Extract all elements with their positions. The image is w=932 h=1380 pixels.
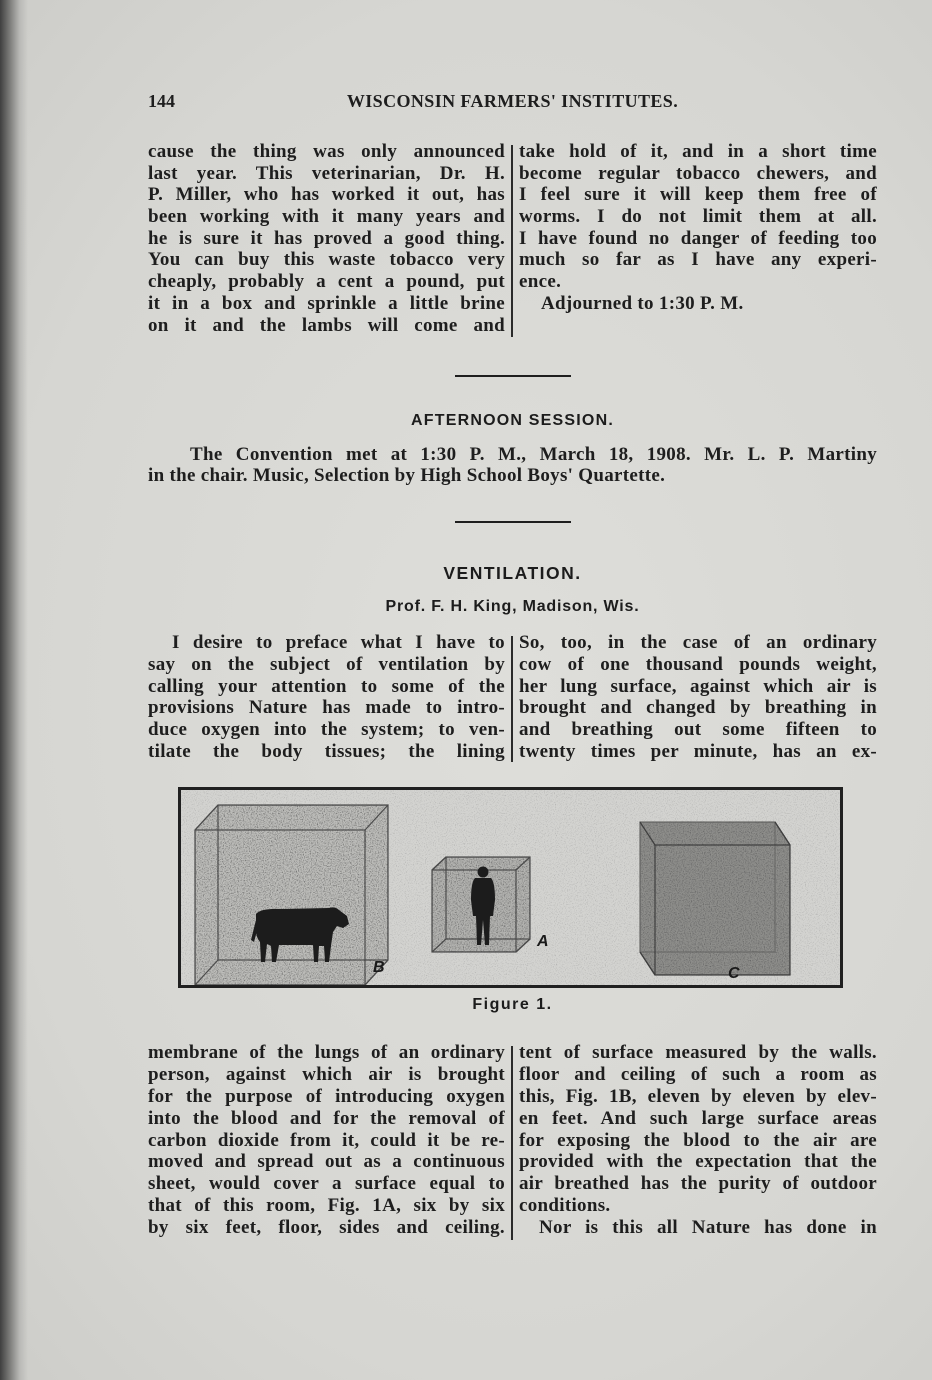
text-line: been working with it many years and bbox=[148, 206, 505, 228]
text-line: ence. bbox=[519, 271, 562, 293]
text-line: membrane of the lungs of an ordinary bbox=[148, 1042, 505, 1063]
figure-label-c: C bbox=[728, 965, 740, 982]
text-line: cheaply, probably a cent a pound, put bbox=[148, 271, 505, 293]
text-line: carbon dioxide from it, could it be re- bbox=[148, 1129, 505, 1151]
text-line: provisions Nature has made to intro- bbox=[148, 697, 505, 719]
text-line: become regular tobacco chewers, and bbox=[519, 162, 877, 184]
text-line: Adjourned to 1:30 P. M. bbox=[541, 292, 744, 314]
text-line: I desire to preface what I have to bbox=[172, 632, 505, 653]
text-line: last year. This veterinarian, Dr. H. bbox=[148, 162, 505, 184]
text-line: provided with the expectation that the bbox=[519, 1151, 877, 1173]
top-right-column bbox=[519, 141, 877, 315]
text-line: tilate the body tissues; the lining bbox=[148, 740, 505, 762]
article-left-column bbox=[148, 632, 505, 763]
text-line: take hold of it, and in a short time bbox=[519, 141, 877, 162]
section-rule bbox=[455, 521, 571, 523]
text-line: by six feet, floor, sides and ceiling. bbox=[148, 1217, 505, 1239]
text-line: brought and changed by breathing in bbox=[519, 697, 877, 719]
text-line: I feel sure it will keep them free of bbox=[519, 184, 877, 206]
text-line: for exposing the blood to the air are bbox=[519, 1129, 877, 1151]
figure-label-a: A bbox=[537, 933, 549, 950]
session-paragraph bbox=[148, 444, 877, 486]
column-divider bbox=[511, 1046, 513, 1240]
text-line: cause the thing was only announced bbox=[148, 141, 505, 162]
text-line: worms. I do not limit them at all. bbox=[519, 206, 877, 228]
figure-label-b: B bbox=[373, 959, 385, 976]
text-line: on it and the lambs will come and bbox=[148, 314, 505, 336]
text-line: air breathed has the purity of outdoor bbox=[519, 1173, 877, 1195]
text-line: calling your attention to some of the bbox=[148, 675, 505, 697]
article-title: VENTILATION. bbox=[443, 563, 582, 583]
text-line: The Convention met at 1:30 P. M., March 18, 1908. Mr. L. P. Martiny bbox=[190, 444, 877, 465]
book-binding-shadow bbox=[0, 0, 28, 1380]
text-line: it in a box and sprinkle a little brine bbox=[148, 292, 505, 314]
column-divider bbox=[511, 145, 513, 337]
text-line: P. Miller, who has worked it out, has bbox=[148, 184, 505, 206]
running-title: WISCONSIN FARMERS' INSTITUTES. bbox=[346, 91, 679, 111]
text-line: twenty times per minute, has an ex- bbox=[519, 740, 877, 762]
text-line: sheet, would cover a surface equal to bbox=[148, 1173, 505, 1195]
page-number: 144 bbox=[148, 91, 175, 111]
text-line: Nor is this all Nature has done in bbox=[539, 1217, 877, 1239]
text-line: her lung surface, against which air is bbox=[519, 675, 877, 697]
text-line: conditions. bbox=[519, 1195, 611, 1217]
bottom-right-column bbox=[519, 1042, 877, 1239]
bottom-left-column bbox=[148, 1042, 505, 1239]
article-right-column bbox=[519, 632, 877, 763]
text-line: into the blood and for the removal of bbox=[148, 1107, 505, 1129]
figure-1-frame bbox=[178, 787, 843, 988]
text-line: tent of surface measured by the walls. bbox=[519, 1042, 877, 1063]
top-left-column bbox=[148, 141, 505, 336]
section-rule bbox=[455, 375, 571, 377]
text-line: floor and ceiling of such a room as bbox=[519, 1063, 877, 1085]
cube-c bbox=[640, 822, 790, 975]
text-line: moved and spread out as a continuous bbox=[148, 1151, 505, 1173]
text-line: that of this room, Fig. 1A, six by six bbox=[148, 1195, 505, 1217]
text-line: this, Fig. 1B, eleven by eleven by elev- bbox=[519, 1085, 877, 1107]
column-divider bbox=[511, 636, 513, 762]
text-line: for the purpose of introducing oxygen bbox=[148, 1085, 505, 1107]
text-line: and breathing out some fifteen to bbox=[519, 719, 877, 741]
text-line: duce oxygen into the system; to ven- bbox=[148, 719, 505, 741]
text-line: person, against which air is brought bbox=[148, 1063, 505, 1085]
text-line: en feet. And such large surface areas bbox=[519, 1107, 877, 1129]
text-line: cow of one thousand pounds weight, bbox=[519, 653, 877, 675]
text-line: in the chair. Music, Selection by High School Boys' Quartette. bbox=[148, 465, 666, 486]
figure-1-illustration bbox=[181, 790, 840, 985]
figure-caption: Figure 1. bbox=[472, 996, 553, 1013]
text-line: much so far as I have any experi- bbox=[519, 249, 877, 271]
article-author: Prof. F. H. King, Madison, Wis. bbox=[385, 598, 640, 615]
session-heading: AFTERNOON SESSION. bbox=[411, 412, 614, 429]
text-line: So, too, in the case of an ordinary bbox=[519, 632, 877, 653]
text-line: he is sure it has proved a good thing. bbox=[148, 227, 505, 249]
text-line: I have found no danger of feeding too bbox=[519, 227, 877, 249]
text-line: say on the subject of ventilation by bbox=[148, 653, 505, 675]
cube-b bbox=[195, 805, 388, 985]
text-line: You can buy this waste tobacco very bbox=[148, 249, 505, 271]
